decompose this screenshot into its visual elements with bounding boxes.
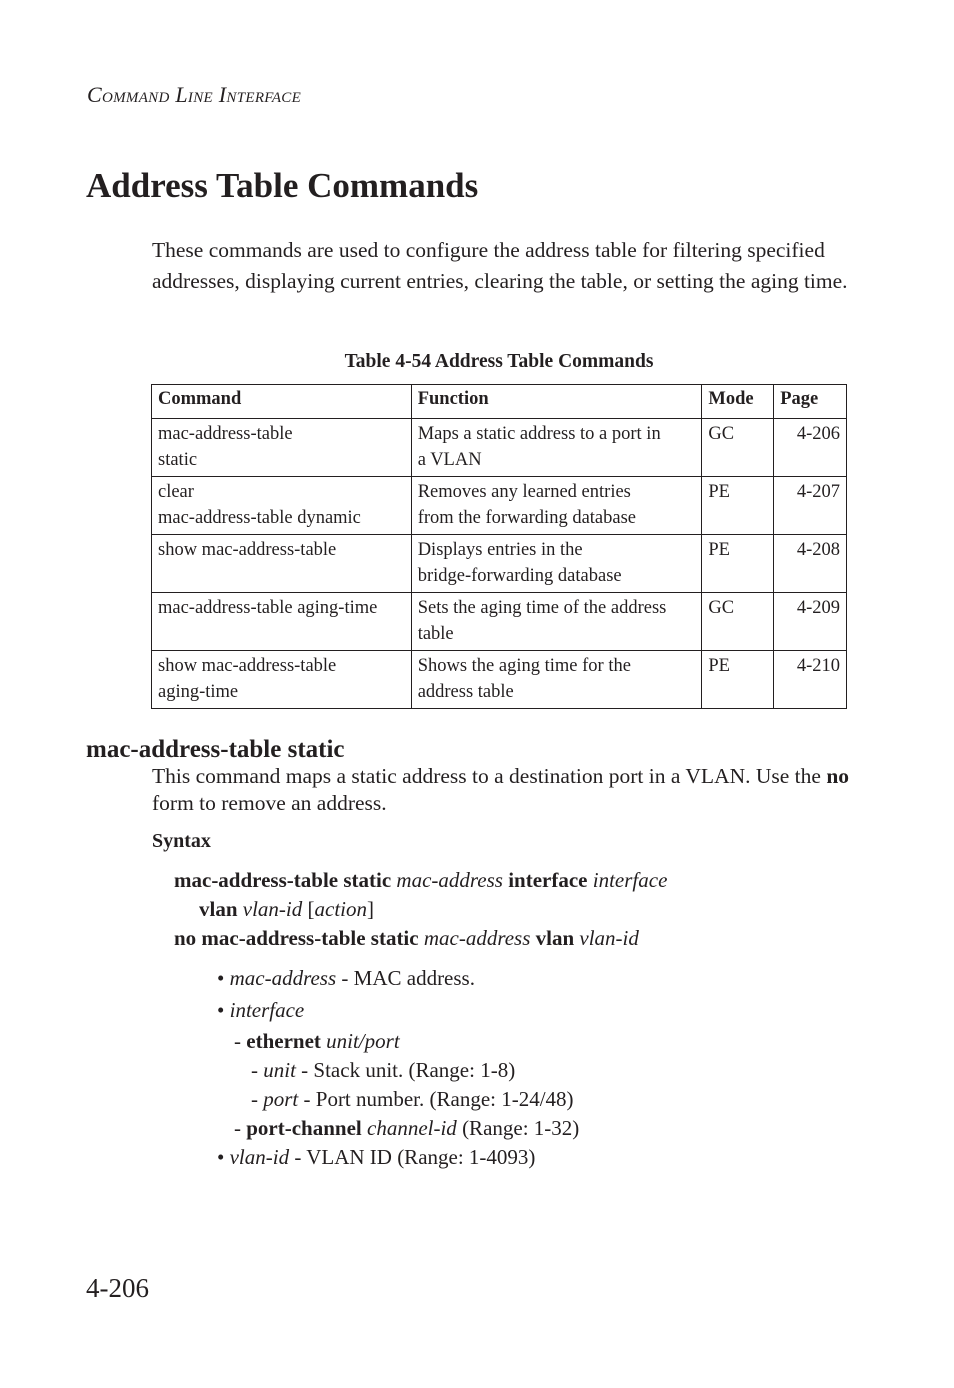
param-keyword: port-channel — [246, 1116, 362, 1140]
commands-table — [151, 384, 847, 709]
param-desc: - Port number. (Range: 1-24/48) — [298, 1087, 574, 1111]
syntax-line — [174, 924, 639, 953]
command-cell — [152, 651, 412, 709]
syntax-param: action — [314, 897, 367, 921]
param-name: port — [263, 1087, 299, 1111]
table-header-row — [152, 385, 847, 419]
syntax-line — [199, 895, 374, 924]
syntax-param: vlan-id — [242, 897, 303, 921]
syntax-keyword: interface — [508, 868, 588, 892]
function-text: bridge-forwarding database — [417, 566, 622, 586]
function-text: Shows the aging time for the — [417, 656, 631, 676]
mode-cell: PE — [702, 477, 774, 535]
page-cell: 4-210 — [774, 651, 847, 709]
param-name: unit — [263, 1058, 296, 1082]
bullet-icon: • — [217, 966, 225, 990]
param-desc: - VLAN ID (Range: 1-4093) — [289, 1145, 536, 1169]
syntax-param: mac-address — [423, 926, 531, 950]
dash-icon: - — [234, 1116, 241, 1140]
table-row — [152, 593, 847, 651]
param-desc: (Range: 1-32) — [456, 1116, 580, 1140]
syntax-keyword: vlan — [199, 897, 238, 921]
syntax-param: vlan-id — [579, 926, 639, 950]
param-item-interface — [217, 996, 304, 1025]
param-subitem-port — [251, 1085, 574, 1114]
page-cell: 4-209 — [774, 593, 847, 651]
function-text: table — [417, 624, 454, 644]
description-text: This command maps a static address to a destination port in a VLAN. Use the — [152, 764, 827, 788]
description-text: form to remove an address. — [152, 791, 387, 815]
syntax-param: interface — [592, 868, 668, 892]
command-text: aging-time — [158, 682, 239, 702]
param-name: unit/port — [326, 1029, 400, 1053]
page-cell: 4-208 — [774, 535, 847, 593]
function-text: a VLAN — [417, 450, 482, 470]
mode-cell: GC — [702, 419, 774, 477]
function-text: Maps a static address to a port in — [417, 424, 661, 444]
param-subitem-unit — [251, 1056, 515, 1085]
param-desc: - MAC address. — [336, 966, 475, 990]
param-name: channel-id — [367, 1116, 457, 1140]
param-item-mac-address — [217, 964, 475, 993]
description-keyword: no — [826, 764, 850, 788]
function-text: Removes any learned entries — [417, 482, 631, 502]
syntax-keyword: vlan — [535, 926, 575, 950]
syntax-bracket: ] — [367, 897, 374, 921]
param-name: mac-address — [229, 966, 337, 990]
table-caption: Table 4-54 Address Table Commands — [344, 351, 654, 372]
command-cell — [152, 535, 412, 593]
command-cell — [152, 477, 412, 535]
command-text: show mac-address-table — [158, 656, 337, 676]
mode-cell: PE — [702, 535, 774, 593]
command-cell — [152, 419, 412, 477]
param-subitem-port-channel — [234, 1114, 579, 1143]
command-text: show mac-address-table — [158, 540, 337, 560]
syntax-keyword: mac-address-table static — [174, 868, 392, 892]
param-subitem-ethernet — [234, 1027, 400, 1056]
mode-cell: GC — [702, 593, 774, 651]
intro-paragraph: These commands are used to configure the address table for filtering specified addresses, displaying current entries, clearing the table, or setting the aging time. — [152, 238, 848, 293]
function-cell — [411, 477, 702, 535]
function-text: Displays entries in the — [417, 540, 583, 560]
page-cell: 4-207 — [774, 477, 847, 535]
param-desc: - Stack unit. (Range: 1-8) — [295, 1058, 516, 1082]
page-cell: 4-206 — [774, 419, 847, 477]
table-row — [152, 477, 847, 535]
command-description — [152, 763, 852, 817]
dash-icon: - — [234, 1029, 241, 1053]
mode-cell: PE — [702, 651, 774, 709]
syntax-param: mac-address — [396, 868, 503, 892]
header-function: Function — [411, 385, 702, 419]
function-cell — [411, 593, 702, 651]
subsection-title: mac-address-table static — [86, 736, 345, 763]
syntax-line — [174, 866, 667, 895]
table-row — [152, 651, 847, 709]
header-mode: Mode — [702, 385, 774, 419]
header-command: Command — [152, 385, 412, 419]
dash-icon: - — [251, 1058, 258, 1082]
command-text: static — [158, 450, 198, 470]
command-cell — [152, 593, 412, 651]
syntax-heading: Syntax — [152, 830, 211, 852]
command-text: mac-address-table aging-time — [158, 598, 378, 618]
syntax-keyword: no mac-address-table static — [174, 926, 419, 950]
function-text: address table — [417, 682, 514, 702]
section-title: Address Table Commands — [86, 166, 479, 205]
function-cell — [411, 419, 702, 477]
command-text: mac-address-table dynamic — [158, 508, 361, 528]
param-keyword: ethernet — [246, 1029, 321, 1053]
dash-icon: - — [251, 1087, 258, 1111]
command-text: clear — [158, 482, 194, 502]
running-header: Command Line Interface — [87, 82, 302, 107]
param-name: interface — [229, 998, 305, 1022]
bullet-icon: • — [217, 1145, 225, 1169]
table-row — [152, 419, 847, 477]
header-page: Page — [774, 385, 847, 419]
param-name: vlan-id — [229, 1145, 290, 1169]
page-number: 4-206 — [86, 1273, 149, 1303]
function-text: from the forwarding database — [417, 508, 637, 528]
param-item-vlan-id — [217, 1143, 535, 1172]
function-text: Sets the aging time of the address — [417, 598, 667, 618]
table-row — [152, 535, 847, 593]
function-cell — [411, 535, 702, 593]
syntax-bracket: [ — [307, 897, 315, 921]
function-cell — [411, 651, 702, 709]
bullet-icon: • — [217, 998, 225, 1022]
command-text: mac-address-table — [158, 424, 293, 444]
